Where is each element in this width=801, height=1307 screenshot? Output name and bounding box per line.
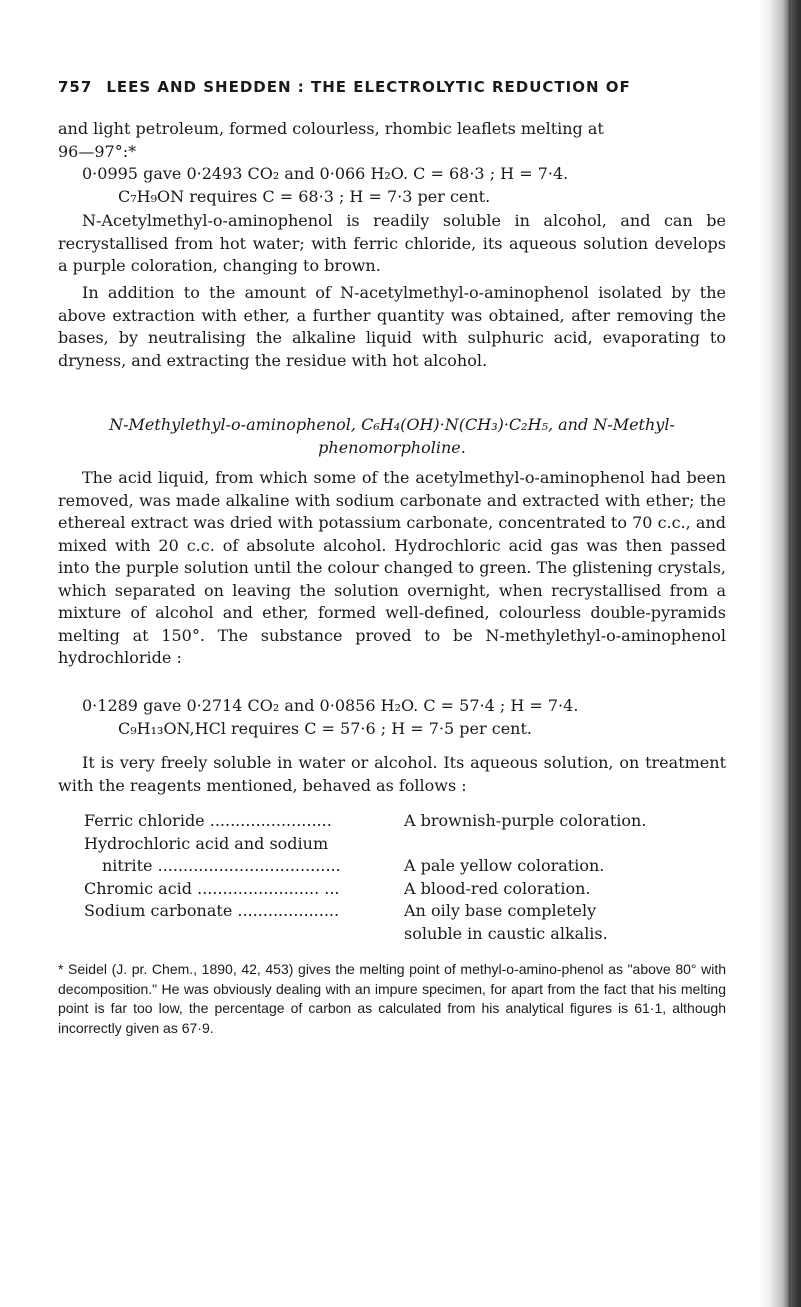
reagent-result: soluble in caustic alkalis.: [404, 923, 608, 943]
paragraph-1-line-1: and light petroleum, formed colourless, rhombic leaflets melting at: [58, 119, 604, 138]
reagent-name: Ferric chloride ........................: [84, 811, 332, 830]
paragraph-1-line-2: 96—97°:*: [58, 141, 137, 161]
reagent-table: [84, 810, 724, 945]
reagent-row: [84, 810, 724, 833]
section-heading-line-2: phenomorpholine.: [318, 437, 466, 457]
footnote: * Seidel (J. pr. Chem., 1890, 42, 453) gives the melting point of methyl-o-amino-phenol as "above 80° with decomposition." He was obviously dealing with an impure specimen, for apart from the fact that his melting point is far too low, the percentage of carbon as calculated from his analytical figures is 61·1, although incorrectly given as 67·9.: [58, 961, 726, 1036]
reagent-name: Hydrochloric acid and sodium: [84, 833, 329, 853]
scan-edge-shadow: [759, 0, 801, 1307]
reagent-result: A blood-red coloration.: [404, 878, 591, 898]
scan-edge-line: [788, 0, 791, 1307]
reagent-name: Chromic acid ........................ ...: [84, 878, 340, 898]
page-number: 757: [58, 78, 93, 96]
paragraph-5: It is very freely soluble in water or alcohol. Its aqueous solution, on treatment with the reagents mentioned, behaved as follows :: [58, 753, 726, 795]
reagent-row: [84, 833, 724, 856]
reagent-result: A brownish-purple coloration.: [404, 811, 647, 830]
analysis-2-found: 0·1289 gave 0·2714 CO₂ and 0·0856 H₂O. C = 57·4 ; H = 7·4.: [82, 696, 579, 715]
analysis-2-required: C₉H₁₃ON,HCl requires C = 57·6 ; H = 7·5 per cent.: [118, 719, 532, 738]
paragraph-2: N-Acetylmethyl-o-aminophenol is readily soluble in alcohol, and can be recrystallised from hot water; with ferric chloride, its aqueous solution develops a purple coloration, changing to brown.: [58, 211, 726, 275]
reagent-result: An oily base completely: [404, 901, 597, 920]
reagent-name: Sodium carbonate ....................: [84, 901, 340, 920]
reagent-row: [84, 900, 724, 923]
analysis-1-found: 0·0995 gave 0·2493 CO₂ and 0·066 H₂O. C = 68·3 ; H = 7·4.: [82, 164, 569, 183]
paragraph-3: In addition to the amount of N-acetylmethyl-o-aminophenol isolated by the above extraction with ether, a further quantity was obtained, after removing the bases, by neutralising the alkaline liquid with sulphuric acid, evaporating to dryness, and extracting the residue with hot alcohol.: [58, 283, 726, 370]
paragraph-4: The acid liquid, from which some of the acetylmethyl-o-aminophenol had been removed, was made alkaline with sodium carbonate and extracted with ether; the ethereal extract was dried with potassium carbonate, concentrated to 70 c.c., and mixed with 20 c.c. of absolute alcohol. Hydrochloric acid gas was then passed into the purple solution until the colour changed to green. The glistening crystals, which separated on leaving the solution overnight, when recrystallised from a mixture of alcohol and ether, formed well-defined, colourless double-pyramids melting at 150°. The substance proved to be N-methylethyl-o-aminophenol hydrochloride :: [58, 468, 726, 667]
paragraph-1: [58, 118, 726, 163]
reagent-row: [84, 923, 724, 946]
running-title: LEES AND SHEDDEN : THE ELECTROLYTIC REDUCTION OF: [106, 78, 631, 96]
reagent-name: nitrite ....................................: [102, 856, 341, 875]
reagent-row: [84, 878, 724, 901]
reagent-result: A pale yellow coloration.: [404, 856, 605, 875]
section-heading: [58, 414, 726, 459]
reagent-name: [84, 923, 404, 946]
analysis-1-required: C₇H₉ON requires C = 68·3 ; H = 7·3 per cent.: [118, 187, 491, 206]
running-header: [58, 78, 698, 96]
reagent-result: [404, 833, 724, 856]
section-heading-line-1: N-Methylethyl-o-aminophenol, C₆H₄(OH)·N(CH₃)·C₂H₅, and N-Methyl-: [109, 415, 675, 434]
reagent-row: [84, 855, 724, 878]
